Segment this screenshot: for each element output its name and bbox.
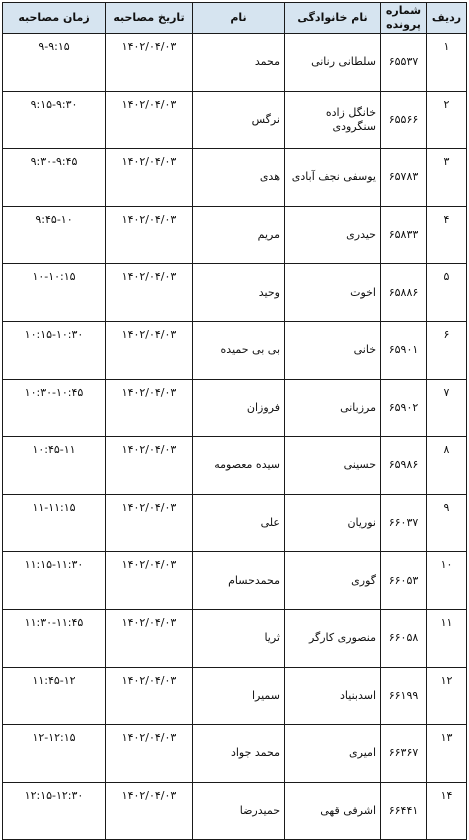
cell-first-name: وحید [193,264,285,322]
cell-file-number: ۶۵۹۰۲ [381,379,427,437]
cell-interview-date: ۱۴۰۲/۰۴/۰۳ [106,321,193,379]
header-file-number: شماره پرونده [381,3,427,34]
cell-interview-date: ۱۴۰۲/۰۴/۰۳ [106,725,193,783]
table-row [3,379,467,437]
cell-row-number: ۷ [427,379,467,437]
table-row [3,782,467,840]
cell-interview-time: ۱۱:۱۵-۱۱:۳۰ [3,552,106,610]
cell-family-name: یوسفی نجف آبادی [285,149,381,207]
cell-interview-date: ۱۴۰۲/۰۴/۰۳ [106,437,193,495]
cell-family-name: منصوری کارگر [285,609,381,667]
header-interview-time: زمان مصاحبه [3,3,106,34]
cell-interview-date: ۱۴۰۲/۰۴/۰۳ [106,609,193,667]
cell-row-number: ۲ [427,91,467,149]
cell-first-name: هدی [193,149,285,207]
cell-family-name: نوریان [285,494,381,552]
cell-interview-time: ۱۱:۴۵-۱۲ [3,667,106,725]
cell-file-number: ۶۶۰۵۸ [381,609,427,667]
header-first-name: نام [193,3,285,34]
cell-row-number: ۱۴ [427,782,467,840]
cell-row-number: ۱ [427,34,467,92]
cell-family-name: اسدبنیاد [285,667,381,725]
cell-file-number: ۶۵۵۶۶ [381,91,427,149]
cell-file-number: ۶۵۸۸۶ [381,264,427,322]
cell-row-number: ۶ [427,321,467,379]
cell-first-name: فروزان [193,379,285,437]
cell-row-number: ۴ [427,206,467,264]
table-row [3,149,467,207]
table-row [3,34,467,92]
cell-family-name: حسینی [285,437,381,495]
cell-first-name: علی [193,494,285,552]
cell-first-name: محمد [193,34,285,92]
cell-interview-time: ۱۰:۱۵-۱۰:۳۰ [3,321,106,379]
cell-row-number: ۱۲ [427,667,467,725]
header-family-name: نام خانوادگی [285,3,381,34]
cell-file-number: ۶۶۰۳۷ [381,494,427,552]
header-interview-date: تاریخ مصاحبه [106,3,193,34]
cell-first-name: نرگس [193,91,285,149]
cell-file-number: ۶۵۵۳۷ [381,34,427,92]
interview-table [2,2,467,840]
table-row [3,552,467,610]
cell-interview-time: ۱۲:۱۵-۱۲:۳۰ [3,782,106,840]
cell-file-number: ۶۵۹۸۶ [381,437,427,495]
cell-interview-time: ۱۰:۳۰-۱۰:۴۵ [3,379,106,437]
cell-file-number: ۶۶۱۹۹ [381,667,427,725]
cell-interview-date: ۱۴۰۲/۰۴/۰۳ [106,91,193,149]
cell-family-name: گوری [285,552,381,610]
header-row [3,3,467,34]
cell-interview-date: ۱۴۰۲/۰۴/۰۳ [106,206,193,264]
cell-interview-date: ۱۴۰۲/۰۴/۰۳ [106,379,193,437]
cell-interview-time: ۹:۱۵-۹:۳۰ [3,91,106,149]
cell-file-number: ۶۵۹۰۱ [381,321,427,379]
cell-family-name: سلطانی رنانی [285,34,381,92]
cell-family-name: خانی [285,321,381,379]
cell-interview-time: ۹:۴۵-۱۰ [3,206,106,264]
cell-file-number: ۶۵۸۳۳ [381,206,427,264]
cell-row-number: ۱۳ [427,725,467,783]
cell-interview-time: ۹-۹:۱۵ [3,34,106,92]
table-row [3,494,467,552]
cell-row-number: ۵ [427,264,467,322]
table-row [3,667,467,725]
cell-row-number: ۱۰ [427,552,467,610]
cell-family-name: اخوت [285,264,381,322]
cell-interview-date: ۱۴۰۲/۰۴/۰۳ [106,34,193,92]
cell-family-name: امیری [285,725,381,783]
interview-schedule [2,2,466,840]
cell-interview-time: ۱۰-۱۰:۱۵ [3,264,106,322]
table-row [3,264,467,322]
table-row [3,609,467,667]
cell-interview-time: ۱۰:۴۵-۱۱ [3,437,106,495]
cell-file-number: ۶۶۳۶۷ [381,725,427,783]
cell-interview-time: ۱۱-۱۱:۱۵ [3,494,106,552]
cell-file-number: ۶۶۰۵۳ [381,552,427,610]
cell-interview-date: ۱۴۰۲/۰۴/۰۳ [106,552,193,610]
cell-file-number: ۶۶۴۴۱ [381,782,427,840]
cell-interview-date: ۱۴۰۲/۰۴/۰۳ [106,494,193,552]
cell-file-number: ۶۵۷۸۳ [381,149,427,207]
cell-family-name: خانگل زاده سنگرودی [285,91,381,149]
cell-row-number: ۸ [427,437,467,495]
cell-family-name: اشرفی قهی [285,782,381,840]
header-row-number: ردیف [427,3,467,34]
cell-first-name: حمیدرضا [193,782,285,840]
cell-row-number: ۹ [427,494,467,552]
cell-first-name: سیده معصومه [193,437,285,495]
cell-interview-date: ۱۴۰۲/۰۴/۰۳ [106,264,193,322]
cell-family-name: مرزبانی [285,379,381,437]
cell-row-number: ۱۱ [427,609,467,667]
table-row [3,321,467,379]
cell-interview-date: ۱۴۰۲/۰۴/۰۳ [106,782,193,840]
cell-first-name: بی بی حمیده [193,321,285,379]
table-row [3,437,467,495]
cell-first-name: محمدحسام [193,552,285,610]
cell-interview-time: ۱۲-۱۲:۱۵ [3,725,106,783]
cell-row-number: ۳ [427,149,467,207]
cell-interview-date: ۱۴۰۲/۰۴/۰۳ [106,149,193,207]
table-row [3,206,467,264]
cell-interview-date: ۱۴۰۲/۰۴/۰۳ [106,667,193,725]
cell-first-name: سمیرا [193,667,285,725]
cell-first-name: محمد جواد [193,725,285,783]
cell-first-name: مریم [193,206,285,264]
table-row [3,725,467,783]
cell-interview-time: ۹:۳۰-۹:۴۵ [3,149,106,207]
cell-interview-time: ۱۱:۳۰-۱۱:۴۵ [3,609,106,667]
table-row [3,91,467,149]
cell-family-name: حیدری [285,206,381,264]
cell-first-name: ثریا [193,609,285,667]
